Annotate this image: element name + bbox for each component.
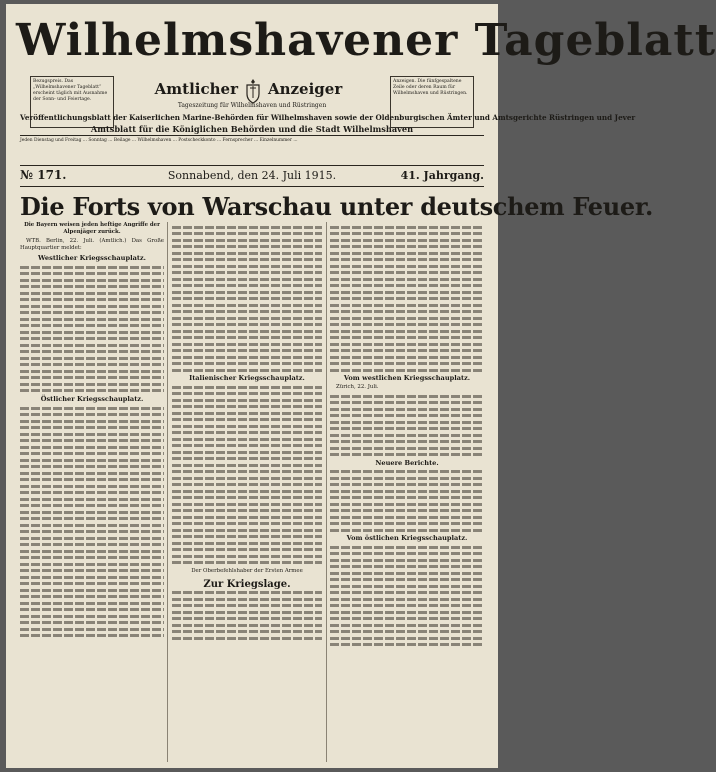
text-line-placeholder [172,630,322,633]
issue-number: № 171. [20,168,67,182]
text-line-placeholder [20,537,164,540]
text-line-placeholder [330,304,484,307]
text-line-placeholder [20,305,164,308]
section-heading: Vom östlichen Kriegsschauplatz. [346,534,468,543]
subtitle-amtlicher: Amtlicher [154,80,238,98]
text-line-placeholder [172,405,322,408]
text-line-placeholder [330,591,484,594]
text-line-placeholder [20,272,164,275]
text-line-placeholder [172,624,322,627]
text-line-placeholder [20,433,164,436]
text-line-placeholder [330,336,484,339]
text-line-placeholder [20,426,164,429]
text-line-placeholder [330,349,484,352]
issue-year: 41. Jahrgang. [400,169,484,182]
text-line-placeholder [172,516,322,519]
text-line-placeholder [172,392,322,395]
text-line-placeholder [172,529,322,532]
text-line-placeholder [172,245,322,248]
article-column-2 [172,222,322,762]
text-line-placeholder [330,278,484,281]
text-line-placeholder [172,356,322,359]
text-line-placeholder [20,530,164,533]
text-line-placeholder [20,485,164,488]
text-line-placeholder [172,297,322,300]
text-line-placeholder [20,491,164,494]
text-line-placeholder [172,412,322,415]
text-line-placeholder [172,535,322,538]
text-line-placeholder [172,369,322,372]
text-line-placeholder [20,298,164,301]
issue-dateline [20,168,484,184]
lead-paragraph: Die Bayern weisen jeden heftige Angriffe der Alpenjäger zurück. [24,222,160,236]
text-line-placeholder [20,628,164,631]
text-line-placeholder [172,317,322,320]
text-line-placeholder [20,292,164,295]
text-line-placeholder [172,444,322,447]
text-line-placeholder [172,604,322,607]
text-line-placeholder [20,595,164,598]
text-line-placeholder [172,542,322,545]
text-line-placeholder [330,258,484,261]
text-line-placeholder [172,239,322,242]
dateline-paragraph: WTB. Berlin, 22. Juli. (Amtlich.) Das Große Hauptquartier meldet: [20,238,164,252]
text-line-placeholder [20,383,164,386]
text-line-placeholder [172,496,322,499]
text-line-placeholder [330,239,484,242]
text-line-placeholder [330,323,484,326]
text-line-placeholder [172,265,322,268]
text-line-placeholder [172,522,322,525]
ear-box-left: Bezugspreis. Das „Wilhelmshavener Tageblatt“ erscheint täglich mit Ausnahme der Sonn- und Feiertage. [30,76,114,128]
text-line-placeholder [20,413,164,416]
text-line-placeholder [330,477,484,480]
text-line-placeholder [330,470,484,473]
text-line-placeholder [20,344,164,347]
section-heading: Westlicher Kriegsschauplatz. [38,254,146,263]
text-line-placeholder [330,330,484,333]
text-line-placeholder [20,465,164,468]
divider [20,186,484,187]
text-line-placeholder [330,252,484,255]
text-line-placeholder [172,555,322,558]
text-line-placeholder [172,548,322,551]
text-line-placeholder [172,252,322,255]
text-line-placeholder [20,337,164,340]
text-line-placeholder [330,226,484,229]
text-line-placeholder [330,232,484,235]
text-line-placeholder [20,420,164,423]
text-line-placeholder [330,630,484,633]
text-line-placeholder [20,621,164,624]
text-line-placeholder [20,363,164,366]
text-line-placeholder [20,331,164,334]
text-line-placeholder [20,517,164,520]
text-line-placeholder [172,399,322,402]
text-line-placeholder [172,343,322,346]
text-line-placeholder [172,611,322,614]
text-line-placeholder [330,401,484,404]
article-column-1 [20,222,164,762]
text-line-placeholder [172,304,322,307]
text-line-placeholder [20,439,164,442]
text-line-placeholder [20,478,164,481]
text-line-placeholder [330,362,484,365]
text-line-placeholder [330,297,484,300]
official-gazette-line: Amtsblatt für die Königlichen Behörden und die Stadt Wilhelmshaven [90,124,414,134]
text-line-placeholder [172,637,322,640]
text-line-placeholder [330,395,484,398]
fine-print: Jeden Dienstag und Freitag ... Sonntag ... Beilage ... Wilhelmshaven ... Postscheckkonto ... Fernsprecher ... Einzelnummer ... [20,138,298,143]
text-line-placeholder [330,369,484,372]
text-line-placeholder [330,503,484,506]
text-line-placeholder [172,278,322,281]
column-divider [326,222,327,762]
text-line-placeholder [172,598,322,601]
publication-authorities: Veröffentlichungsblatt der Kaiserlichen Marine-Behörden für Wilhelmshaven sowie der Oldenburgischen Ämter und Amtsgerichte Rüstringen und Jever [20,113,636,122]
text-line-placeholder [20,615,164,618]
text-line-placeholder [330,245,484,248]
text-line-placeholder [20,556,164,559]
text-line-placeholder [20,459,164,462]
text-line-placeholder [330,624,484,627]
divider [20,165,484,166]
text-line-placeholder [20,370,164,373]
subtitle-anzeiger: Anzeiger [268,80,343,98]
ear-box-right: Anzeigen. Die fünfgespaltene Zeile oder deren Raum für Wilhelmshaven und Rüstringen. [390,76,474,128]
text-line-placeholder [172,323,322,326]
article-column-3 [330,222,484,762]
text-line-placeholder [20,285,164,288]
text-line-placeholder [330,529,484,532]
text-line-placeholder [172,438,322,441]
text-line-placeholder [172,418,322,421]
headline: Die Forts von Warschau unter deutschem Feuer. [20,192,654,221]
text-line-placeholder [330,617,484,620]
text-line-placeholder [330,408,484,411]
text-line-placeholder [330,585,484,588]
text-line-placeholder [20,407,164,410]
text-line-placeholder [172,232,322,235]
text-line-placeholder [20,357,164,360]
text-line-placeholder [172,591,322,594]
text-line-placeholder [20,608,164,611]
text-line-placeholder [20,311,164,314]
masthead-title: Wilhelmshavener Tageblatt [16,15,716,66]
text-line-placeholder [172,561,322,564]
section-heading-large: Zur Kriegslage. [203,578,291,590]
text-line-placeholder [20,569,164,572]
text-line-placeholder [20,279,164,282]
text-line-placeholder [330,317,484,320]
text-line-placeholder [330,490,484,493]
section-heading: Vom westlichen Kriegsschauplatz. [343,374,471,382]
text-line-placeholder [172,464,322,467]
issue-date: Sonnabend, den 24. Juli 1915. [167,169,337,182]
text-line-placeholder [172,490,322,493]
text-line-placeholder [330,453,484,456]
text-line-placeholder [172,477,322,480]
text-line-placeholder [330,611,484,614]
text-line-placeholder [330,578,484,581]
dateline-paragraph: Zürich, 22. Juli. [336,384,379,391]
text-line-placeholder [172,336,322,339]
text-line-placeholder [330,421,484,424]
text-line-placeholder [172,457,322,460]
text-line-placeholder [172,226,322,229]
text-line-placeholder [330,343,484,346]
text-line-placeholder [330,516,484,519]
text-line-placeholder [172,617,322,620]
section-heading: Neuere Berichte. [375,458,439,467]
text-line-placeholder [172,483,322,486]
text-line-placeholder [330,643,484,646]
text-line-placeholder [20,524,164,527]
text-line-placeholder [20,550,164,553]
column-divider [167,222,168,762]
text-line-placeholder [330,284,484,287]
text-line-placeholder [172,503,322,506]
text-line-placeholder [330,598,484,601]
crest-icon [244,78,262,104]
text-line-placeholder [20,472,164,475]
text-line-placeholder [20,266,164,269]
section-heading: Östlicher Kriegsschauplatz. [40,394,144,403]
text-line-placeholder [330,496,484,499]
text-line-placeholder [330,291,484,294]
text-line-placeholder [20,543,164,546]
text-line-placeholder [330,414,484,417]
text-line-placeholder [172,349,322,352]
divider [20,135,484,136]
text-line-placeholder [330,552,484,555]
text-line-placeholder [20,563,164,566]
text-line-placeholder [172,451,322,454]
text-line-placeholder [330,434,484,437]
text-line-placeholder [330,559,484,562]
text-line-placeholder [20,511,164,514]
text-line-placeholder [172,310,322,313]
text-line-placeholder [330,265,484,268]
signature-line: Der Oberbefehlshaber der Ersten Armee [191,567,303,574]
text-line-placeholder [330,310,484,313]
text-line-placeholder [330,565,484,568]
text-line-placeholder [330,637,484,640]
text-line-placeholder [20,602,164,605]
text-line-placeholder [330,427,484,430]
text-line-placeholder [20,324,164,327]
masthead-subline: Tageszeitung für Wilhelmshaven und Rüstringen [177,102,327,109]
text-line-placeholder [20,376,164,379]
text-line-placeholder [20,498,164,501]
text-line-placeholder [330,572,484,575]
text-line-placeholder [330,509,484,512]
newspaper-page [6,4,716,768]
text-line-placeholder [20,504,164,507]
text-line-placeholder [172,470,322,473]
text-line-placeholder [20,452,164,455]
text-line-placeholder [330,356,484,359]
text-line-placeholder [330,440,484,443]
text-line-placeholder [330,522,484,525]
text-line-placeholder [172,431,322,434]
text-line-placeholder [20,446,164,449]
text-line-placeholder [172,291,322,294]
text-line-placeholder [330,546,484,549]
text-line-placeholder [20,589,164,592]
text-line-placeholder [20,582,164,585]
text-line-placeholder [172,425,322,428]
text-line-placeholder [172,386,322,389]
text-line-placeholder [20,350,164,353]
text-line-placeholder [330,447,484,450]
text-line-placeholder [172,330,322,333]
text-line-placeholder [172,362,322,365]
section-heading: Italienischer Kriegsschauplatz. [189,374,305,382]
text-line-placeholder [330,271,484,274]
text-line-placeholder [172,271,322,274]
text-line-placeholder [330,483,484,486]
text-line-placeholder [330,604,484,607]
text-line-placeholder [20,318,164,321]
text-line-placeholder [20,576,164,579]
text-line-placeholder [172,258,322,261]
text-line-placeholder [20,634,164,637]
text-line-placeholder [172,284,322,287]
text-line-placeholder [20,389,164,392]
text-line-placeholder [172,509,322,512]
